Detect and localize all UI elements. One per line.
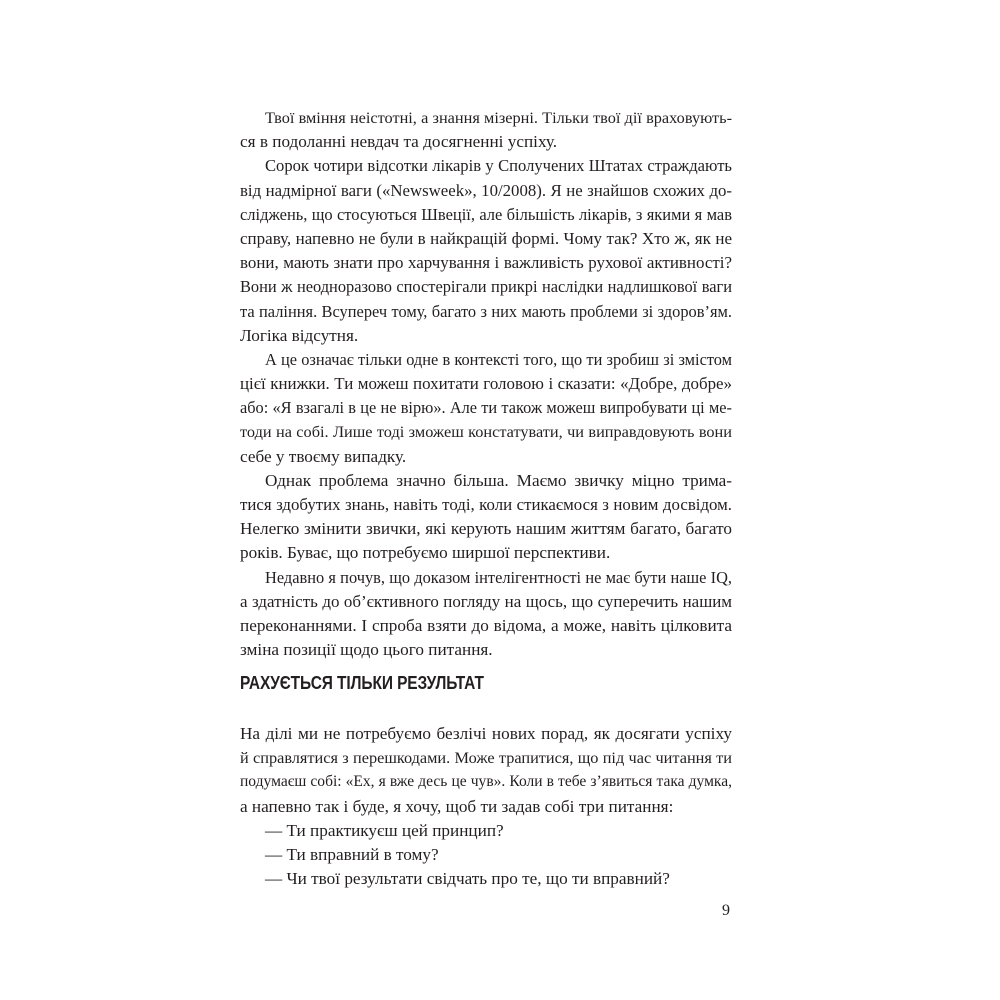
- text-line: а напевно так і буде, я хочу, щоб ти задав собі три питання:: [240, 796, 674, 816]
- text-line: Логіка відсутня.: [240, 325, 359, 345]
- text-line: та паління. Всупереч тому, багато з них мають проблеми зі здоров’ям.: [240, 301, 732, 321]
- text-line: зміна позиції щодо цього питання.: [240, 640, 493, 660]
- text-line: Однак проблема значно більша. Маємо звичку міцно трима-: [265, 470, 732, 490]
- text-line: На ділі ми не потребуємо безлічі нових порад, як досягати успіху: [240, 724, 732, 743]
- text-line: ся в подоланні невдач та досягненні успіху.: [240, 132, 558, 152]
- text-line: від надмірної ваги («Newsweek», 10/2008). Я не знайшов схожих до-: [240, 180, 732, 200]
- text-line: справу, напевно не були в найкращій формі. Чому так? Хто ж, як не: [240, 228, 732, 248]
- text-line: А це означає тільки одне в контексті того, що ти зробиш зі змістом: [265, 349, 732, 369]
- body-text-section-2: [240, 722, 732, 891]
- list-item: — Чи твої результати свідчать про те, що ти вправний?: [265, 869, 670, 889]
- text-line: Вони ж неодноразово спостерігали прикрі наслідки надлишкової ваги: [240, 277, 732, 297]
- text-line: років. Буває, що потребуємо ширшої перспективи.: [240, 543, 611, 563]
- text-line: переконаннями. І спроба взяти до відома, а може, навіть цілковита: [240, 615, 732, 635]
- body-text-section-1: [240, 106, 732, 662]
- text-line: Твої вміння неістотні, а знання мізерні. Тільки твої дії враховують-: [265, 108, 732, 127]
- text-line: або: «Я взагалі в це не вірю». Але ти також можеш випробувати ці ме-: [240, 398, 732, 418]
- text-line: тися здобутих знань, навіть тоді, коли стикаємося з новим досвідом.: [240, 495, 732, 514]
- list-item: — Ти вправний в тому?: [265, 844, 439, 864]
- list-item: — Ти практикуєш цей принцип?: [265, 820, 504, 840]
- text-line: сліджень, що стосуються Швеції, але більшість лікарів, з якими я мав: [240, 204, 732, 224]
- text-line: Нелегко змінити звички, які керують нашим життям багато, багато: [240, 519, 732, 539]
- text-line: Сорок чотири відсотки лікарів у Сполучених Штатах страждають: [265, 156, 732, 176]
- text-line: й справлятися з перешкодами. Може трапитися, що під час читання ти: [240, 748, 732, 768]
- text-line: вони, мають знати про харчування і важливість рухової активності?: [240, 253, 732, 273]
- text-line: подумаєш собі: «Ех, я вже десь це чув». Коли в тебе з’явиться така думка,: [240, 773, 732, 791]
- text-line: Недавно я почув, що доказом інтелігентності не має бути наше IQ,: [265, 567, 732, 587]
- text-line: цієї книжки. Ти можеш похитати головою і сказати: «Добре, добре»: [240, 374, 732, 394]
- section-heading: РАХУЄТЬСЯ ТІЛЬКИ РЕЗУЛЬТАТ: [240, 673, 484, 693]
- text-line: а здатність до об’єктивного погляду на щось, що суперечить нашим: [240, 591, 732, 611]
- text-line: тоди на собі. Лише тоді зможеш констатувати, чи виправдовують вони: [240, 422, 732, 442]
- page-number: 9: [722, 902, 730, 919]
- text-line: себе у твоєму випадку.: [240, 446, 407, 466]
